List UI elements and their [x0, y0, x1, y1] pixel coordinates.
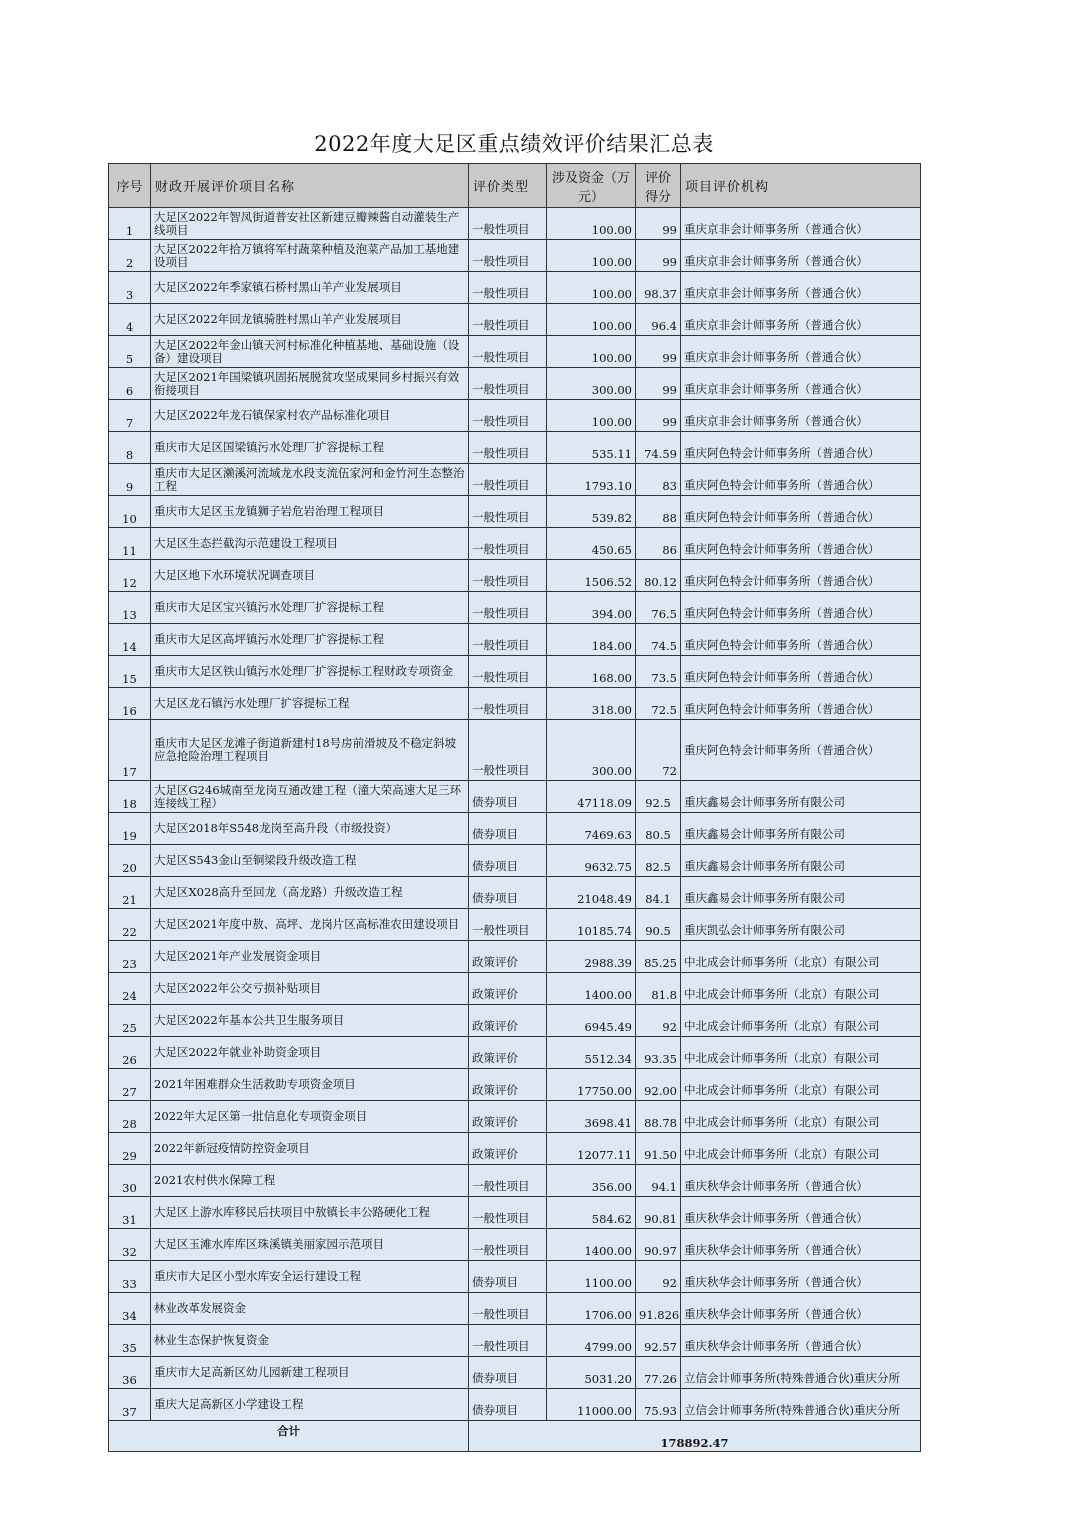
row-score: 72 — [636, 720, 681, 781]
row-eval-type: 一般性项目 — [469, 624, 547, 656]
row-eval-type: 一般性项目 — [469, 909, 547, 941]
row-seq: 23 — [109, 941, 151, 973]
row-amount: 100.00 — [547, 400, 636, 432]
row-score: 84.1 — [636, 877, 681, 909]
row-score: 81.8 — [636, 973, 681, 1005]
row-score: 90.5 — [636, 909, 681, 941]
row-seq: 34 — [109, 1293, 151, 1325]
row-project-name: 林业生态保护恢复资金 — [151, 1325, 469, 1357]
row-amount: 1793.10 — [547, 464, 636, 496]
row-score: 91.826 — [636, 1293, 681, 1325]
row-amount: 21048.49 — [547, 877, 636, 909]
row-seq: 11 — [109, 528, 151, 560]
row-score: 86 — [636, 528, 681, 560]
row-project-name: 重庆市大足区玉龙镇狮子岩危岩治理工程项目 — [151, 496, 469, 528]
row-project-name: 大足区2022年基本公共卫生服务项目 — [151, 1005, 469, 1037]
row-eval-org: 重庆京非会计师事务所（普通合伙） — [681, 272, 921, 304]
row-eval-type: 政策评价 — [469, 1005, 547, 1037]
table-row — [109, 813, 921, 845]
row-eval-type: 一般性项目 — [469, 688, 547, 720]
row-project-name: 重庆市大足高新区幼儿园新建工程项目 — [151, 1357, 469, 1389]
table-row — [109, 496, 921, 528]
row-score: 74.5 — [636, 624, 681, 656]
row-eval-type: 政策评价 — [469, 1133, 547, 1165]
row-project-name: 重庆市大足区小型水库安全运行建设工程 — [151, 1261, 469, 1293]
row-seq: 3 — [109, 272, 151, 304]
row-eval-type: 一般性项目 — [469, 368, 547, 400]
table-row — [109, 272, 921, 304]
row-eval-type: 政策评价 — [469, 1069, 547, 1101]
row-amount: 1506.52 — [547, 560, 636, 592]
header-type: 评价类型 — [469, 164, 547, 208]
row-amount: 356.00 — [547, 1165, 636, 1197]
row-amount: 1100.00 — [547, 1261, 636, 1293]
row-eval-org: 重庆鑫易会计师事务所有限公司 — [681, 781, 921, 813]
row-score: 85.25 — [636, 941, 681, 973]
page-title: 2022年度大足区重点绩效评价结果汇总表 — [314, 132, 714, 156]
row-seq: 25 — [109, 1005, 151, 1037]
row-eval-type: 一般性项目 — [469, 432, 547, 464]
row-project-name: 大足区2022年龙石镇保家村农产品标准化项目 — [151, 400, 469, 432]
row-score: 92.57 — [636, 1325, 681, 1357]
row-project-name: 大足区2022年公交亏损补贴项目 — [151, 973, 469, 1005]
row-eval-org: 重庆阿色特会计师事务所（普通合伙） — [681, 720, 921, 781]
row-amount: 100.00 — [547, 336, 636, 368]
row-amount: 1400.00 — [547, 973, 636, 1005]
total-row — [109, 1421, 921, 1452]
row-seq: 15 — [109, 656, 151, 688]
row-amount: 539.82 — [547, 496, 636, 528]
table-row — [109, 1229, 921, 1261]
table-row — [109, 656, 921, 688]
row-eval-org: 重庆秋华会计师事务所（普通合伙） — [681, 1197, 921, 1229]
row-eval-type: 一般性项目 — [469, 336, 547, 368]
row-amount: 6945.49 — [547, 1005, 636, 1037]
row-eval-type: 一般性项目 — [469, 400, 547, 432]
table-row — [109, 240, 921, 272]
table-row — [109, 1261, 921, 1293]
row-amount: 184.00 — [547, 624, 636, 656]
row-eval-type: 债券项目 — [469, 1389, 547, 1421]
row-seq: 9 — [109, 464, 151, 496]
row-amount: 100.00 — [547, 240, 636, 272]
row-eval-org: 重庆秋华会计师事务所（普通合伙） — [681, 1261, 921, 1293]
row-eval-org: 重庆阿色特会计师事务所（普通合伙） — [681, 688, 921, 720]
row-seq: 1 — [109, 208, 151, 240]
row-amount: 4799.00 — [547, 1325, 636, 1357]
row-seq: 33 — [109, 1261, 151, 1293]
row-eval-type: 一般性项目 — [469, 304, 547, 336]
row-project-name: 重庆市大足区宝兴镇污水处理厂扩容提标工程 — [151, 592, 469, 624]
row-project-name: 2022年大足区第一批信息化专项资金项目 — [151, 1101, 469, 1133]
row-eval-org: 重庆阿色特会计师事务所（普通合伙） — [681, 464, 921, 496]
row-score: 77.26 — [636, 1357, 681, 1389]
row-project-name: 重庆市大足区铁山镇污水处理厂扩容提标工程财政专项资金 — [151, 656, 469, 688]
row-score: 90.81 — [636, 1197, 681, 1229]
row-seq: 17 — [109, 720, 151, 781]
row-score: 90.97 — [636, 1229, 681, 1261]
row-project-name: 大足区2021年国梁镇巩固拓展脱贫攻坚成果同乡村振兴有效衔接项目 — [151, 368, 469, 400]
table-row — [109, 973, 921, 1005]
row-seq: 12 — [109, 560, 151, 592]
table-row — [109, 560, 921, 592]
row-seq: 26 — [109, 1037, 151, 1069]
row-amount: 300.00 — [547, 368, 636, 400]
row-seq: 27 — [109, 1069, 151, 1101]
table-row — [109, 368, 921, 400]
row-score: 92 — [636, 1005, 681, 1037]
row-project-name: 大足区2021年度中敖、高坪、龙岗片区高标准农田建设项目 — [151, 909, 469, 941]
row-eval-org: 重庆秋华会计师事务所（普通合伙） — [681, 1229, 921, 1261]
row-score: 74.59 — [636, 432, 681, 464]
row-project-name: 大足区2022年回龙镇骑胜村黑山羊产业发展项目 — [151, 304, 469, 336]
row-score: 80.5 — [636, 813, 681, 845]
row-score: 80.12 — [636, 560, 681, 592]
table-row — [109, 781, 921, 813]
row-seq: 24 — [109, 973, 151, 1005]
row-score: 82.5 — [636, 845, 681, 877]
table-row — [109, 208, 921, 240]
row-seq: 29 — [109, 1133, 151, 1165]
row-amount: 47118.09 — [547, 781, 636, 813]
evaluation-summary-table — [108, 163, 921, 1452]
row-eval-type: 一般性项目 — [469, 656, 547, 688]
table-row — [109, 877, 921, 909]
table-row — [109, 1325, 921, 1357]
table-row — [109, 1357, 921, 1389]
header-score: 评价得分 — [636, 164, 681, 208]
row-amount: 168.00 — [547, 656, 636, 688]
row-eval-org: 重庆阿色特会计师事务所（普通合伙） — [681, 624, 921, 656]
row-seq: 22 — [109, 909, 151, 941]
row-eval-org: 重庆秋华会计师事务所（普通合伙） — [681, 1293, 921, 1325]
row-eval-type: 政策评价 — [469, 1101, 547, 1133]
row-eval-org: 中北成会计师事务所（北京）有限公司 — [681, 1133, 921, 1165]
row-eval-type: 一般性项目 — [469, 208, 547, 240]
row-amount: 450.65 — [547, 528, 636, 560]
row-amount: 3698.41 — [547, 1101, 636, 1133]
row-amount: 1706.00 — [547, 1293, 636, 1325]
row-eval-type: 一般性项目 — [469, 496, 547, 528]
row-eval-org: 重庆阿色特会计师事务所（普通合伙） — [681, 592, 921, 624]
row-eval-type: 债券项目 — [469, 781, 547, 813]
row-project-name: 大足区上游水库移民后扶项目中敖镇长丰公路硬化工程 — [151, 1197, 469, 1229]
row-seq: 7 — [109, 400, 151, 432]
row-seq: 32 — [109, 1229, 151, 1261]
row-eval-org: 中北成会计师事务所（北京）有限公司 — [681, 1005, 921, 1037]
row-eval-type: 一般性项目 — [469, 592, 547, 624]
row-score: 92 — [636, 1261, 681, 1293]
row-eval-type: 一般性项目 — [469, 1293, 547, 1325]
row-eval-type: 政策评价 — [469, 941, 547, 973]
row-amount: 11000.00 — [547, 1389, 636, 1421]
row-project-name: 重庆市大足区国梁镇污水处理厂扩容提标工程 — [151, 432, 469, 464]
row-score: 99 — [636, 208, 681, 240]
table-row — [109, 1165, 921, 1197]
row-eval-org: 重庆鑫易会计师事务所有限公司 — [681, 813, 921, 845]
row-amount: 17750.00 — [547, 1069, 636, 1101]
table-row — [109, 688, 921, 720]
row-score: 76.5 — [636, 592, 681, 624]
row-amount: 12077.11 — [547, 1133, 636, 1165]
table-row — [109, 1069, 921, 1101]
row-project-name: 林业改革发展资金 — [151, 1293, 469, 1325]
row-project-name: 大足区2022年智凤街道普安社区新建豆瓣辣酱自动灌装生产线项目 — [151, 208, 469, 240]
row-amount: 100.00 — [547, 272, 636, 304]
row-amount: 100.00 — [547, 304, 636, 336]
row-seq: 10 — [109, 496, 151, 528]
row-seq: 36 — [109, 1357, 151, 1389]
row-project-name: 大足区地下水环境状况调查项目 — [151, 560, 469, 592]
row-eval-type: 一般性项目 — [469, 1325, 547, 1357]
row-seq: 13 — [109, 592, 151, 624]
row-eval-type: 债券项目 — [469, 845, 547, 877]
row-eval-type: 一般性项目 — [469, 720, 547, 781]
row-seq: 21 — [109, 877, 151, 909]
table-row — [109, 624, 921, 656]
row-project-name: 大足区2018年S548龙岗至高升段（市级投资） — [151, 813, 469, 845]
table-row — [109, 400, 921, 432]
table-row — [109, 592, 921, 624]
table-row — [109, 941, 921, 973]
row-eval-org: 重庆鑫易会计师事务所有限公司 — [681, 877, 921, 909]
row-eval-type: 政策评价 — [469, 973, 547, 1005]
row-eval-type: 债券项目 — [469, 1357, 547, 1389]
row-eval-org: 中北成会计师事务所（北京）有限公司 — [681, 1037, 921, 1069]
row-amount: 394.00 — [547, 592, 636, 624]
row-eval-org: 重庆阿色特会计师事务所（普通合伙） — [681, 560, 921, 592]
row-project-name: 重庆市大足区龙滩子街道新建村18号房前滑坡及不稳定斜坡应急抢险治理工程项目 — [151, 720, 469, 781]
row-seq: 5 — [109, 336, 151, 368]
row-project-name: 重庆大足高新区小学建设工程 — [151, 1389, 469, 1421]
row-score: 93.35 — [636, 1037, 681, 1069]
row-eval-org: 重庆京非会计师事务所（普通合伙） — [681, 400, 921, 432]
row-project-name: 大足区S543金山至铜梁段升级改造工程 — [151, 845, 469, 877]
table-row — [109, 1005, 921, 1037]
row-score: 99 — [636, 336, 681, 368]
row-project-name: 大足区玉滩水库库区珠溪镇美丽家园示范项目 — [151, 1229, 469, 1261]
row-project-name: 大足区X028高升至回龙（高龙路）升级改造工程 — [151, 877, 469, 909]
row-eval-org: 中北成会计师事务所（北京）有限公司 — [681, 941, 921, 973]
header-name: 财政开展评价项目名称 — [151, 164, 469, 208]
row-eval-org: 重庆阿色特会计师事务所（普通合伙） — [681, 432, 921, 464]
row-eval-org: 中北成会计师事务所（北京）有限公司 — [681, 1101, 921, 1133]
table-row — [109, 432, 921, 464]
row-score: 99 — [636, 400, 681, 432]
row-project-name: 大足区2022年拾万镇将军村蔬菜种植及泡菜产品加工基地建设项目 — [151, 240, 469, 272]
table-row — [109, 528, 921, 560]
row-eval-org: 中北成会计师事务所（北京）有限公司 — [681, 1069, 921, 1101]
row-score: 96.4 — [636, 304, 681, 336]
row-amount: 584.62 — [547, 1197, 636, 1229]
row-project-name: 2021年困难群众生活救助专项资金项目 — [151, 1069, 469, 1101]
row-eval-org: 重庆阿色特会计师事务所（普通合伙） — [681, 656, 921, 688]
row-seq: 2 — [109, 240, 151, 272]
row-amount: 300.00 — [547, 720, 636, 781]
row-eval-type: 一般性项目 — [469, 272, 547, 304]
row-score: 73.5 — [636, 656, 681, 688]
row-eval-type: 政策评价 — [469, 1037, 547, 1069]
row-project-name: 大足区G246城南至龙岗互通改建工程（潼大荣高速大足三环连接线工程） — [151, 781, 469, 813]
row-eval-org: 重庆鑫易会计师事务所有限公司 — [681, 845, 921, 877]
row-eval-type: 债券项目 — [469, 1261, 547, 1293]
header-amount: 涉及资金（万元） — [547, 164, 636, 208]
table-row — [109, 1133, 921, 1165]
table-row — [109, 1101, 921, 1133]
row-score: 99 — [636, 240, 681, 272]
header-org: 项目评价机构 — [681, 164, 921, 208]
row-eval-org: 重庆京非会计师事务所（普通合伙） — [681, 240, 921, 272]
table-row — [109, 1197, 921, 1229]
row-eval-type: 一般性项目 — [469, 1197, 547, 1229]
row-eval-org: 重庆阿色特会计师事务所（普通合伙） — [681, 496, 921, 528]
header-seq: 序号 — [109, 164, 151, 208]
row-score: 92.5 — [636, 781, 681, 813]
table-row — [109, 336, 921, 368]
row-score: 88.78 — [636, 1101, 681, 1133]
row-eval-org: 重庆秋华会计师事务所（普通合伙） — [681, 1325, 921, 1357]
row-project-name: 大足区2022年季家镇石桥村黑山羊产业发展项目 — [151, 272, 469, 304]
row-eval-org: 中北成会计师事务所（北京）有限公司 — [681, 973, 921, 1005]
row-score: 92.00 — [636, 1069, 681, 1101]
row-score: 94.1 — [636, 1165, 681, 1197]
row-amount: 1400.00 — [547, 1229, 636, 1261]
table-row — [109, 909, 921, 941]
row-amount: 2988.39 — [547, 941, 636, 973]
row-eval-type: 一般性项目 — [469, 240, 547, 272]
row-eval-org: 重庆京非会计师事务所（普通合伙） — [681, 336, 921, 368]
row-eval-type: 一般性项目 — [469, 1229, 547, 1261]
row-eval-org: 重庆凯弘会计师事务所有限公司 — [681, 909, 921, 941]
row-amount: 100.00 — [547, 208, 636, 240]
table-row — [109, 464, 921, 496]
table-header-row — [109, 164, 921, 208]
row-project-name: 重庆市大足区高坪镇污水处理厂扩容提标工程 — [151, 624, 469, 656]
row-eval-org: 重庆阿色特会计师事务所（普通合伙） — [681, 528, 921, 560]
row-eval-org: 立信会计师事务所(特殊普通合伙)重庆分所 — [681, 1357, 921, 1389]
row-project-name: 大足区2021年产业发展资金项目 — [151, 941, 469, 973]
row-seq: 14 — [109, 624, 151, 656]
row-amount: 535.11 — [547, 432, 636, 464]
table-row — [109, 845, 921, 877]
row-amount: 7469.63 — [547, 813, 636, 845]
row-amount: 9632.75 — [547, 845, 636, 877]
row-score: 99 — [636, 368, 681, 400]
table-row — [109, 1389, 921, 1421]
total-value: 178892.47 — [469, 1421, 921, 1452]
row-score: 91.50 — [636, 1133, 681, 1165]
row-seq: 8 — [109, 432, 151, 464]
row-seq: 16 — [109, 688, 151, 720]
row-amount: 5512.34 — [547, 1037, 636, 1069]
row-eval-type: 债券项目 — [469, 813, 547, 845]
row-amount: 5031.20 — [547, 1357, 636, 1389]
row-eval-org: 重庆秋华会计师事务所（普通合伙） — [681, 1165, 921, 1197]
row-score: 88 — [636, 496, 681, 528]
table-row — [109, 304, 921, 336]
row-project-name: 大足区生态拦截沟示范建设工程项目 — [151, 528, 469, 560]
row-eval-type: 一般性项目 — [469, 528, 547, 560]
row-seq: 6 — [109, 368, 151, 400]
row-eval-type: 一般性项目 — [469, 464, 547, 496]
row-project-name: 大足区2022年就业补助资金项目 — [151, 1037, 469, 1069]
row-seq: 31 — [109, 1197, 151, 1229]
row-seq: 18 — [109, 781, 151, 813]
row-project-name: 大足区龙石镇污水处理厂扩容提标工程 — [151, 688, 469, 720]
row-eval-org: 重庆京非会计师事务所（普通合伙） — [681, 304, 921, 336]
row-amount: 318.00 — [547, 688, 636, 720]
row-seq: 28 — [109, 1101, 151, 1133]
row-score: 75.93 — [636, 1389, 681, 1421]
row-score: 72.5 — [636, 688, 681, 720]
row-eval-type: 债券项目 — [469, 877, 547, 909]
total-label: 合计 — [109, 1421, 469, 1452]
row-eval-org: 重庆京非会计师事务所（普通合伙） — [681, 208, 921, 240]
row-eval-org: 重庆京非会计师事务所（普通合伙） — [681, 368, 921, 400]
row-score: 83 — [636, 464, 681, 496]
row-project-name: 2021农村供水保障工程 — [151, 1165, 469, 1197]
table-row — [109, 1037, 921, 1069]
table-row — [109, 720, 921, 781]
row-eval-type: 一般性项目 — [469, 560, 547, 592]
row-project-name: 2022年新冠疫情防控资金项目 — [151, 1133, 469, 1165]
row-seq: 20 — [109, 845, 151, 877]
row-seq: 19 — [109, 813, 151, 845]
row-amount: 10185.74 — [547, 909, 636, 941]
row-project-name: 重庆市大足区濑溪河流域龙水段支流伍家河和金竹河生态整治工程 — [151, 464, 469, 496]
row-seq: 37 — [109, 1389, 151, 1421]
row-score: 98.37 — [636, 272, 681, 304]
row-project-name: 大足区2022年金山镇天河村标准化种植基地、基础设施（设备）建设项目 — [151, 336, 469, 368]
row-seq: 30 — [109, 1165, 151, 1197]
row-eval-type: 一般性项目 — [469, 1165, 547, 1197]
row-eval-org: 立信会计师事务所(特殊普通合伙)重庆分所 — [681, 1389, 921, 1421]
table-row — [109, 1293, 921, 1325]
row-seq: 4 — [109, 304, 151, 336]
row-seq: 35 — [109, 1325, 151, 1357]
